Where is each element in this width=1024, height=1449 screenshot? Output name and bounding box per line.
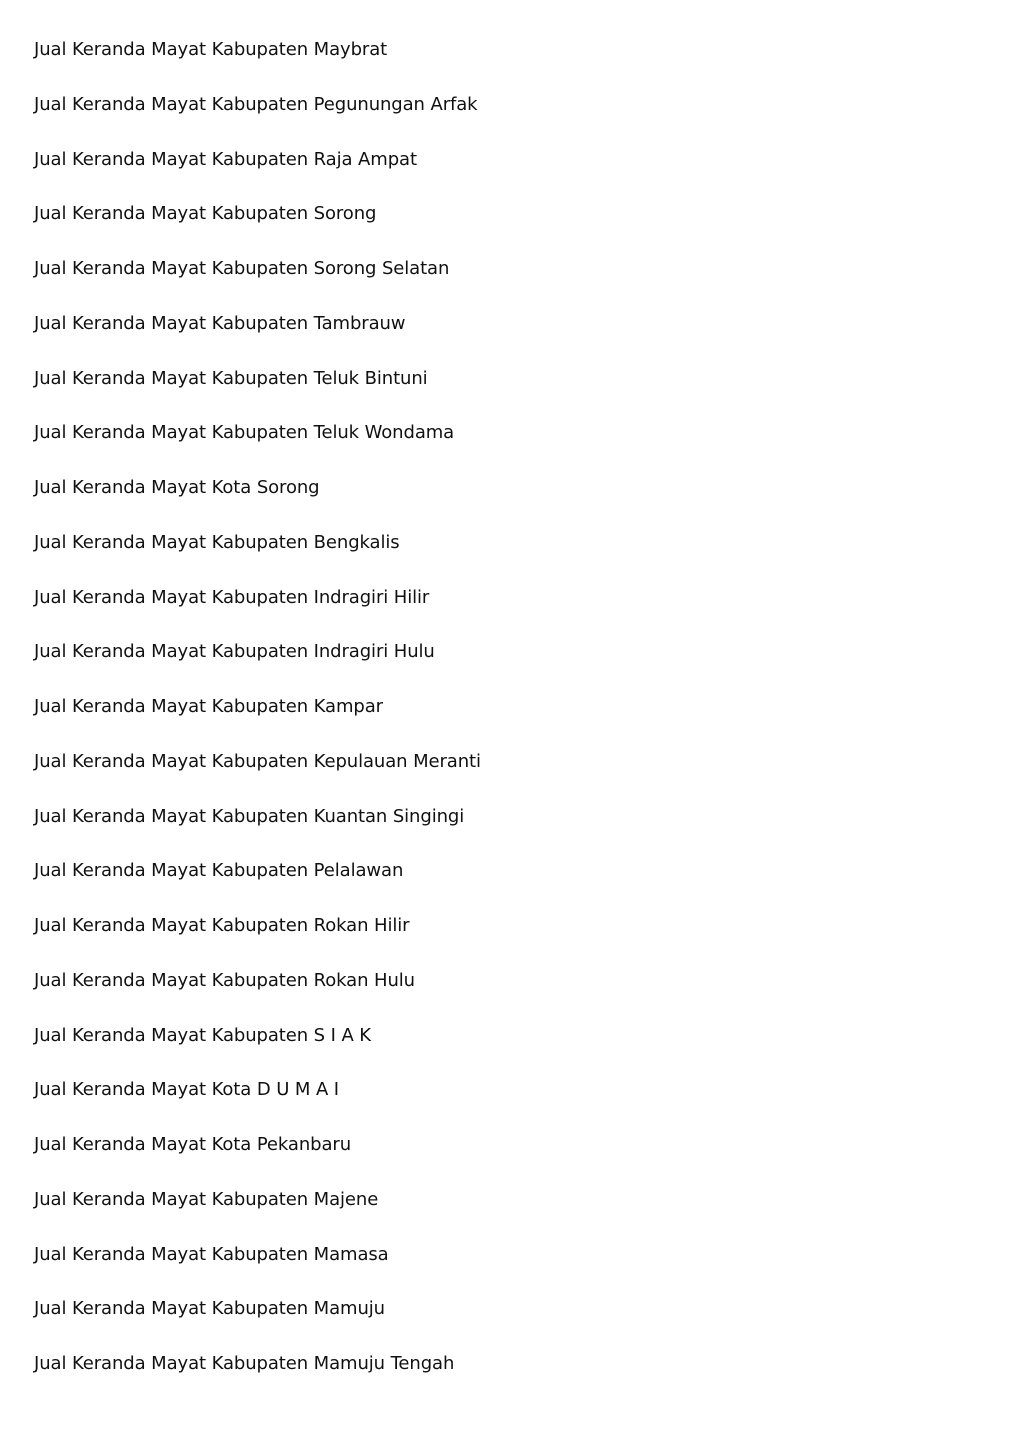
list-item: Jual Keranda Mayat Kabupaten Rokan Hilir — [34, 915, 410, 936]
list-item: Jual Keranda Mayat Kota Pekanbaru — [34, 1134, 352, 1155]
list-item: Jual Keranda Mayat Kabupaten Bengkalis — [34, 531, 400, 553]
item-list — [34, 36, 934, 1405]
list-item: Jual Keranda Mayat Kabupaten Kepulauan Meranti — [34, 750, 481, 772]
list-item: Jual Keranda Mayat Kabupaten Kuantan Singingi — [34, 805, 465, 827]
list-item: Jual Keranda Mayat Kabupaten S I A K — [34, 1024, 371, 1046]
list-item: Jual Keranda Mayat Kota Sorong — [34, 477, 320, 498]
list-item: Jual Keranda Mayat Kabupaten Indragiri Hilir — [34, 586, 430, 608]
list-item: Jual Keranda Mayat Kabupaten Pegunungan Arfak — [34, 93, 478, 115]
list-item: Jual Keranda Mayat Kabupaten Teluk Wondama — [34, 422, 455, 444]
list-item: Jual Keranda Mayat Kabupaten Mamuju Tengah — [34, 1353, 455, 1374]
list-item: Jual Keranda Mayat Kabupaten Sorong — [34, 203, 377, 225]
list-item: Jual Keranda Mayat Kabupaten Mamasa — [34, 1243, 389, 1265]
list-item: Jual Keranda Mayat Kota D U M A I — [34, 1079, 339, 1101]
list-item: Jual Keranda Mayat Kabupaten Majene — [34, 1188, 379, 1210]
list-item: Jual Keranda Mayat Kabupaten Tambrauw — [34, 312, 406, 334]
list-item: Jual Keranda Mayat Kabupaten Raja Ampat — [34, 148, 417, 170]
list-item: Jual Keranda Mayat Kabupaten Rokan Hulu — [34, 969, 415, 991]
list-item: Jual Keranda Mayat Kabupaten Mamuju — [34, 1298, 385, 1320]
list-item: Jual Keranda Mayat Kabupaten Pelalawan — [34, 860, 404, 882]
list-item: Jual Keranda Mayat Kabupaten Maybrat — [34, 39, 388, 60]
list-item: Jual Keranda Mayat Kabupaten Indragiri Hulu — [34, 641, 435, 663]
list-item: Jual Keranda Mayat Kabupaten Sorong Selatan — [34, 258, 450, 279]
list-item: Jual Keranda Mayat Kabupaten Teluk Bintuni — [34, 367, 428, 389]
list-item: Jual Keranda Mayat Kabupaten Kampar — [34, 696, 383, 717]
